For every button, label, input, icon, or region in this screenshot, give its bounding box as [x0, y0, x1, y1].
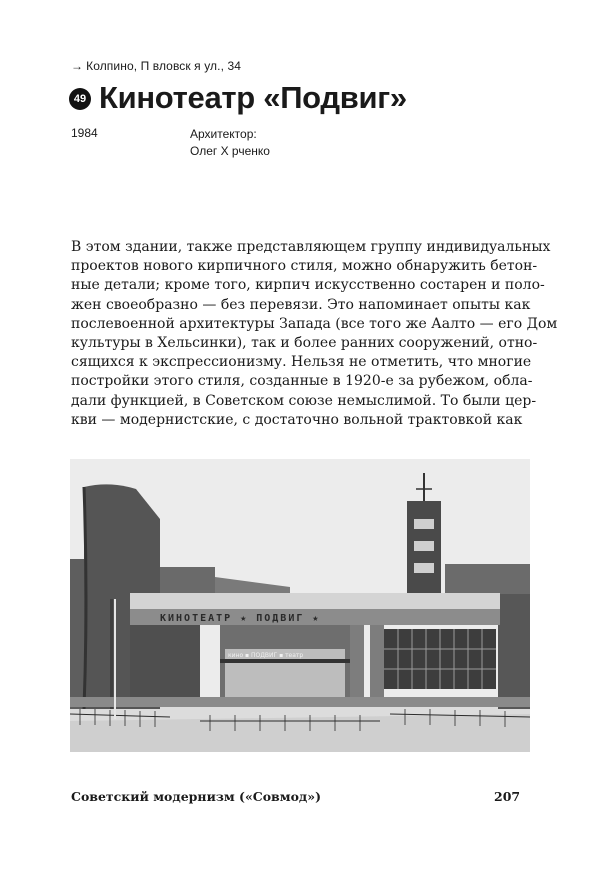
body-line: ные детали; кроме того, кирпич искусственно состарен и поло- [71, 277, 545, 294]
body-line: сящихся к экспрессионизму. Нельзя не отметить, что многие [71, 354, 532, 371]
arrow-right-icon: → [71, 59, 84, 73]
entrance-sign: кино ▪ ПОДВИГ ▪ театр [228, 652, 304, 659]
architect-label: Архитектор: [190, 127, 257, 141]
book-title: Советский модернизм («Совмод») [71, 789, 321, 804]
body-line: жен своеобразно — без перевязи. Это напоминает опыты как [71, 296, 531, 313]
construction-year: 1984 [71, 126, 98, 140]
body-paragraph [71, 238, 558, 430]
title-row [69, 78, 407, 118]
facade-sign: КИНОТЕАТР ★ ПОДВИГ ★ [160, 613, 321, 624]
cinema-photo [70, 459, 530, 752]
architect-block [190, 126, 270, 160]
body-line: постройки этого стиля, созданные в 1920-е за рубежом, обла- [71, 373, 533, 390]
body-line: дали функцией, в Советском союзе немыслимой. То были цер- [71, 392, 537, 409]
architect-name: Олег Х рченко [190, 144, 270, 158]
address-line [71, 59, 241, 73]
address-text: Колпино, П вловск я ул., 34 [86, 59, 241, 73]
entry-number-badge: 49 [69, 88, 91, 110]
body-line: кви — модернистские, с достаточно вольной трактовкой как [71, 411, 523, 428]
body-line: проектов нового кирпичного стиля, можно обнаружить бетон- [71, 258, 538, 275]
page-number: 207 [494, 789, 521, 804]
body-line: В этом здании, также представляющем группу индивидуальных [71, 239, 551, 255]
page-title: Кинотеатр «Подвиг» [99, 80, 407, 115]
body-line: культуры в Хельсинки), так и более ранних сооружений, отно- [71, 335, 538, 352]
body-line: послевоенной архитектуры Запада (все того же Аалто — его Дом [71, 315, 558, 332]
